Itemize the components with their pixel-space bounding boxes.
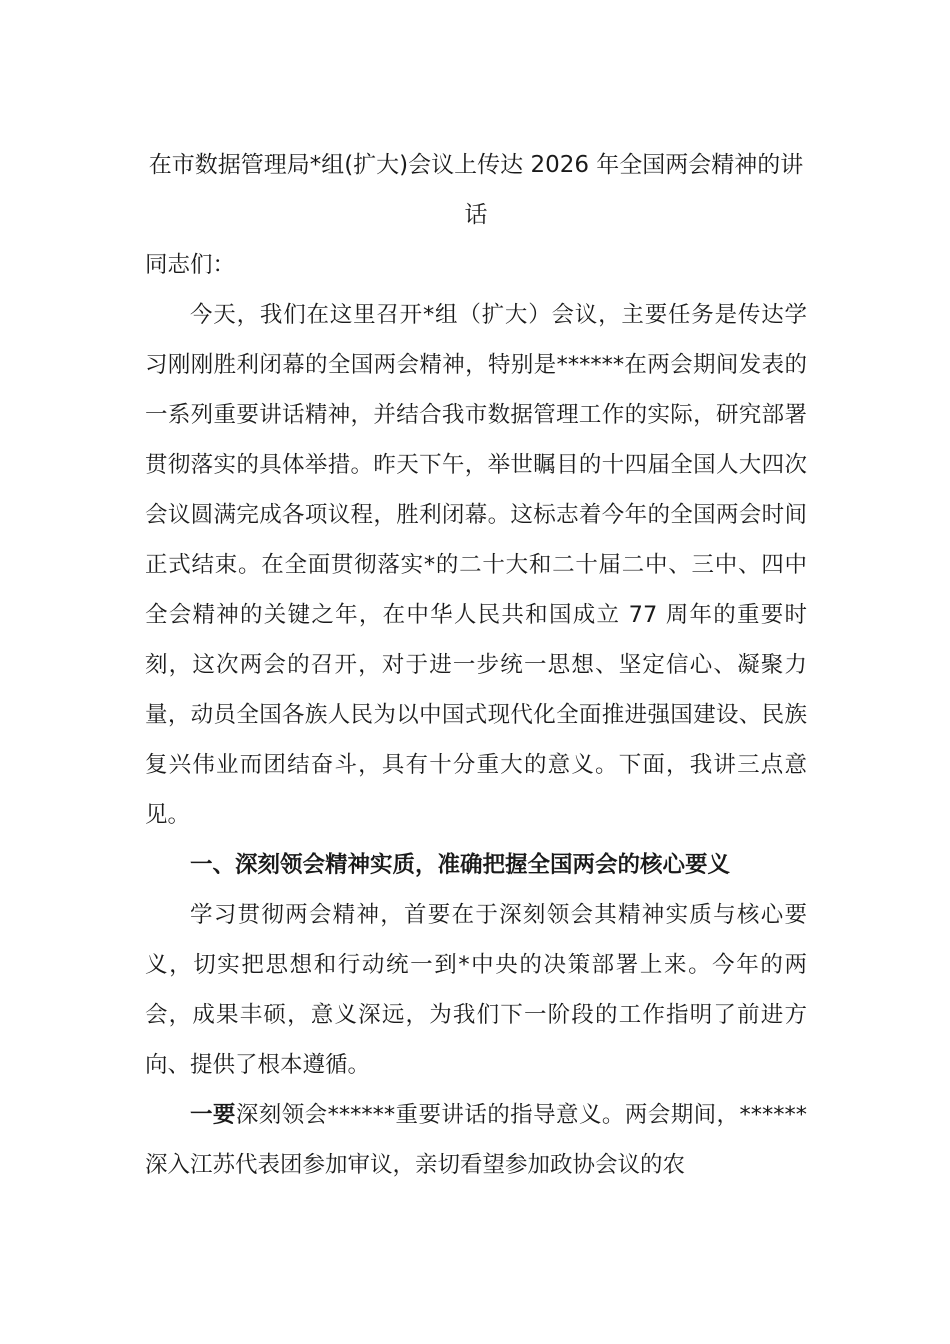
intro-paragraph: 今天，我们在这里召开*组（扩大）会议，主要任务是传达学习刚刚胜利闭幕的全国两会精神，特别是******在两会期间发表的一系列重要讲话精神，并结合我市数据管理工作的实际，研究部署贯彻落实的具体举措。昨天下午，举世瞩目的十四届全国人大四次会议圆满完成各项议程，胜利闭幕。这标志着今年的全国两会时间正式结束。在全面贯彻落实*的二十大和二十届二中、三中、四中全会精神的关键之年，在中华人民共和国成立 77 周年的重要时刻，这次两会的召开，对于进一步统一思想、坚定信心、凝聚力量，动员全国各族人民为以中国式现代化全面推进强国建设、民族复兴伟业而团结奋斗，具有十分重大的意义。下面，我讲三点意见。: [145, 302, 807, 828]
point-1-text: 深刻领会******重要讲话的指导意义。两会期间，******深入江苏代表团参加审议，亲切看望参加政协会议的农: [145, 1102, 807, 1178]
section-heading-1: 一、深刻领会精神实质，准确把握全国两会的核心要义: [190, 852, 731, 878]
document-title: 在市数据管理局*组(扩大)会议上传达 2026 年全国两会精神的讲话: [148, 152, 804, 228]
salutation: 同志们：: [145, 252, 236, 278]
document-body: [145, 140, 807, 1190]
point-1-paragraph: [145, 1090, 807, 1190]
point-1-lead: 一要: [190, 1102, 236, 1128]
section-1-paragraph: 学习贯彻两会精神，首要在于深刻领会其精神实质与核心要义，切实把思想和行动统一到*中央的决策部署上来。今年的两会，成果丰硕，意义深远，为我们下一阶段的工作指明了前进方向、提供了根本遵循。: [145, 902, 807, 1078]
